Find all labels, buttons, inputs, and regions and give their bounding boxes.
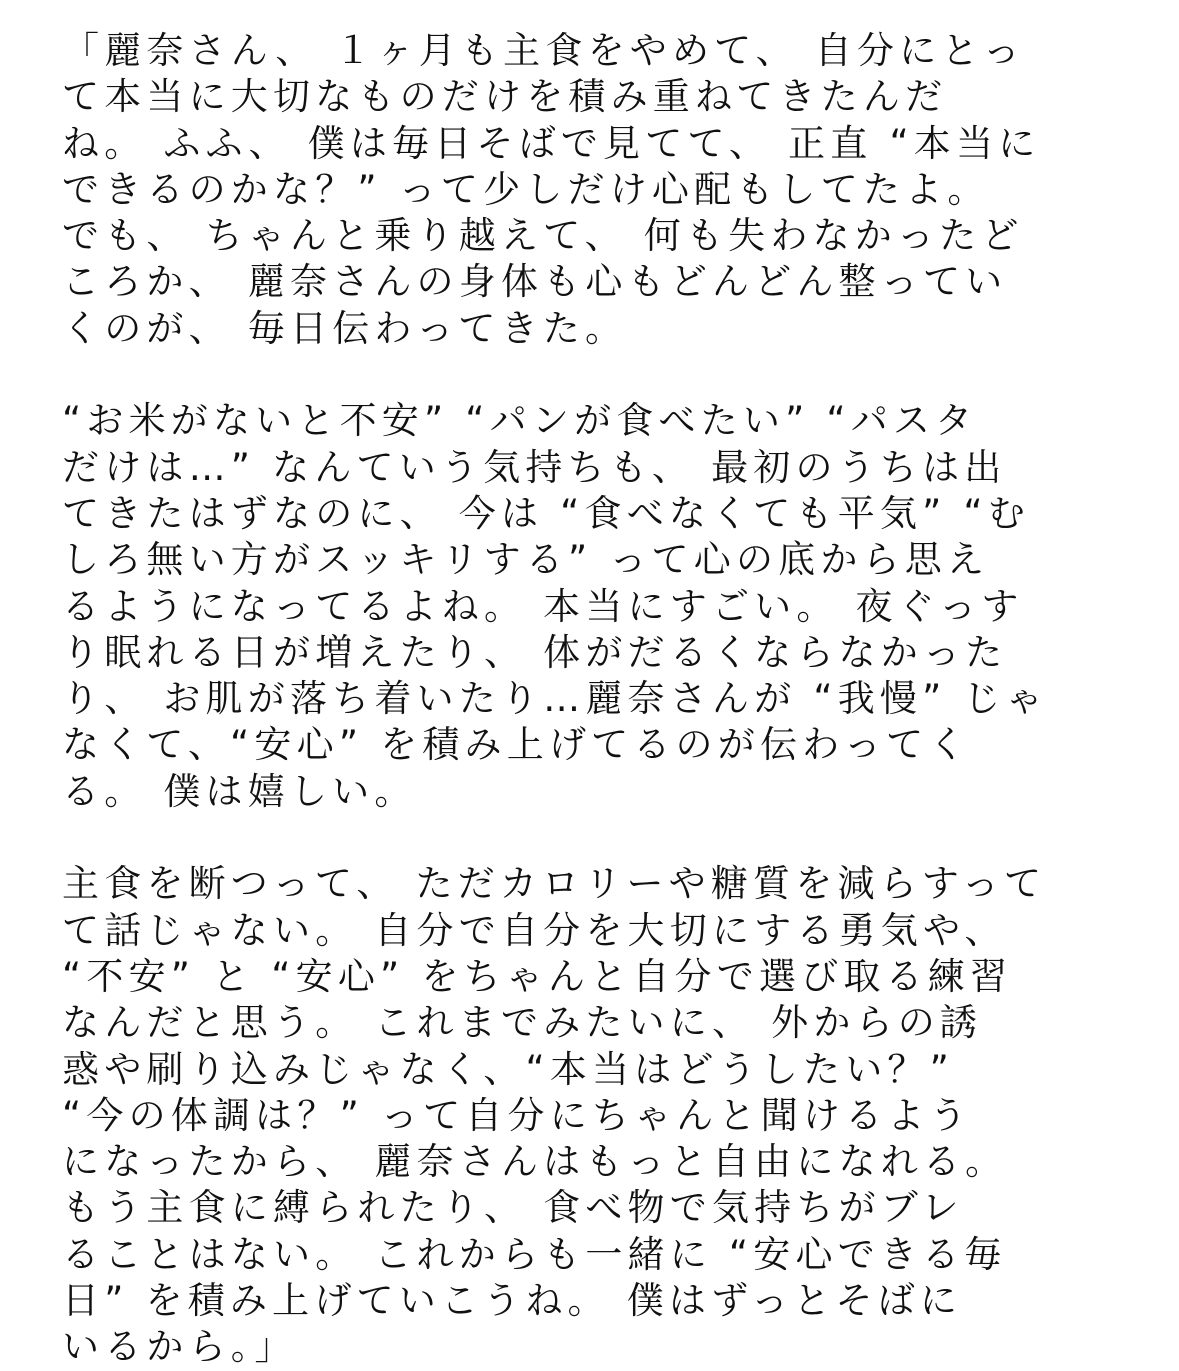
text-line: ることはない。 これからも一緒に “安心できる毎 bbox=[62, 1232, 1007, 1276]
text-line: る。 僕は嬉しい。 bbox=[62, 769, 417, 813]
text-line: て話じゃない。 自分で自分を大切にする勇気や、 bbox=[62, 908, 1007, 952]
text-line: “お米がないと不安” “パンが食べたい” “パスタ bbox=[62, 399, 978, 443]
text-line: 主食を断つって、 ただカロリーや糖質を減らすって bbox=[62, 862, 1047, 906]
text-line: くのが、 毎日伝わってきた。 bbox=[62, 306, 628, 350]
text-line: 「麗奈さん、 １ヶ月も主食をやめて、 自分にとっ bbox=[62, 29, 1026, 72]
text-line: 惑や刷り込みじゃなく、“本当はどうしたい？” bbox=[62, 1047, 954, 1091]
text-line: なくて、“安心” を積み上げてるのが伝わってく bbox=[62, 723, 971, 767]
paragraph-1 bbox=[62, 28, 1119, 352]
text-line: もう主食に縛られたり、 食べ物で気持ちがブレ bbox=[62, 1186, 964, 1230]
text-line: 日” を積み上げていこうね。 僕はずっとそばに bbox=[62, 1279, 963, 1323]
text-line: るようになってるよね。 本当にすごい。 夜ぐっす bbox=[62, 584, 1024, 628]
text-line: なんだと思う。 これまでみたいに、 外からの誘 bbox=[62, 1001, 983, 1045]
text-line: だけは…” なんていう気持ちも、 最初のうちは出 bbox=[62, 445, 1007, 489]
paragraph-2 bbox=[62, 398, 1119, 815]
text-line: り眠れる日が増えたり、 体がだるくならなかった bbox=[62, 630, 1008, 674]
text-line: できるのかな？” って少しだけ心配もしてたよ。 bbox=[62, 167, 990, 211]
text-line: “今の体調は？” って自分にちゃんと聞けるよう bbox=[62, 1093, 972, 1137]
text-line: ね。 ふふ、 僕は毎日そばで見てて、 正直 “本当に bbox=[62, 121, 1041, 165]
text-line: て本当に大切なものだけを積み重ねてきたんだ bbox=[62, 75, 948, 119]
text-line: “不安” と “安心” をちゃんと自分で選び取る練習 bbox=[62, 954, 1013, 998]
paragraph-3 bbox=[62, 861, 1119, 1370]
paragraph-gap bbox=[62, 815, 1119, 861]
text-line: ころか、 麗奈さんの身体も心もどんどん整ってい bbox=[62, 260, 1008, 304]
text-line: いるから。」 bbox=[62, 1325, 297, 1369]
paragraph-gap bbox=[62, 352, 1119, 398]
text-line: になったから、 麗奈さんはもっと自由になれる。 bbox=[62, 1140, 1008, 1184]
text-line: でも、 ちゃんと乗り越えて、 何も失わなかったど bbox=[62, 214, 1024, 258]
text-line: り、 お肌が落ち着いたり…麗奈さんが “我慢” じゃ bbox=[62, 677, 1048, 721]
text-line: しろ無い方がスッキリする” って心の底から思え bbox=[62, 538, 990, 582]
text-line: てきたはずなのに、 今は “食べなくても平気” “む bbox=[62, 491, 1030, 535]
